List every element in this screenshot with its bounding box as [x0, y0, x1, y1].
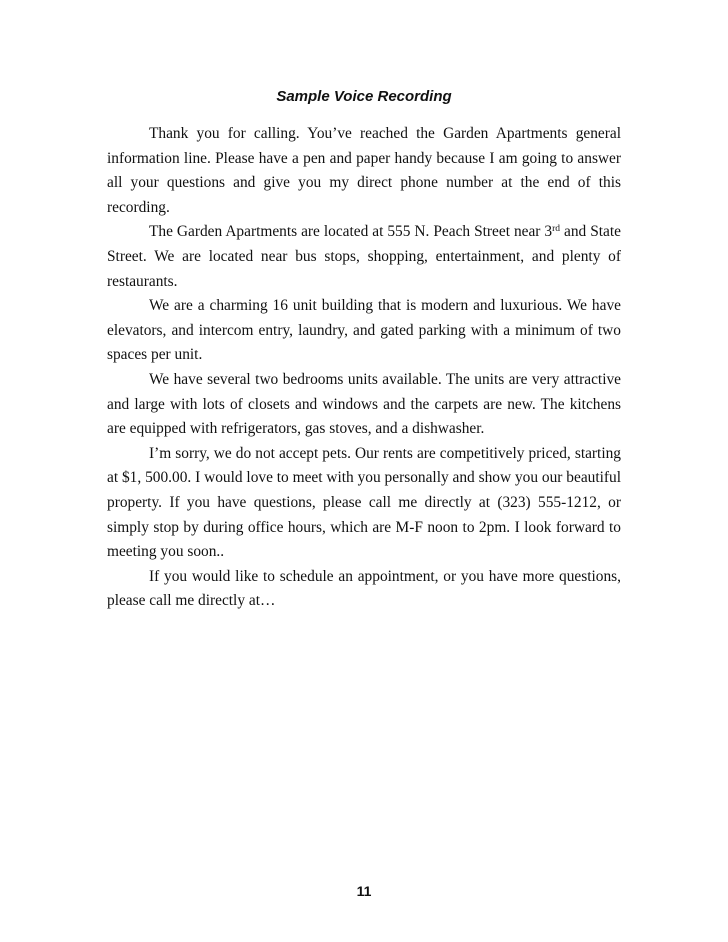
ordinal-suffix: rd	[552, 224, 561, 235]
paragraph-greeting: Thank you for calling. You’ve reached the Garden Apartments general information line. Please have a pen and paper handy because I am going to answer all your questions and give you my direct phone number at the end of this recording.	[107, 125, 621, 216]
page-title: Sample Voice Recording	[276, 88, 452, 105]
location-text-end: and State Street. We are located near bus stops, shopping, entertainment, and plenty of restaurants.	[107, 223, 621, 290]
page-number: 11	[356, 883, 372, 899]
paragraph-location	[107, 220, 621, 294]
paragraph-units: We have several two bedrooms units available. The units are very attractive and large with lots of closets and windows and the carpets are new. The kitchens are equipped with refrigerators, gas stoves, and a dishwasher.	[107, 370, 621, 438]
paragraph-closing: If you would like to schedule an appointment, or you have more questions, please call me directly at…	[107, 567, 621, 610]
paragraph-building: We are a charming 16 unit building that is modern and luxurious. We have elevators, and intercom entry, laundry, and gated parking with a minimum of two spaces per unit.	[107, 297, 621, 364]
location-text-start: The Garden Apartments are located at 555 N. Peach Street near 3	[149, 223, 553, 241]
document-body	[107, 122, 621, 614]
paragraph-rent: I’m sorry, we do not accept pets. Our rents are competitively priced, starting at $1, 500.00. I would love to meet with you personally and show you our beautiful property. If you have questions, please call me directly at (323) 555-1212, or simply stop by during office hours, which are M-F noon to 2pm. I look forward to meeting you soon..	[107, 444, 621, 561]
